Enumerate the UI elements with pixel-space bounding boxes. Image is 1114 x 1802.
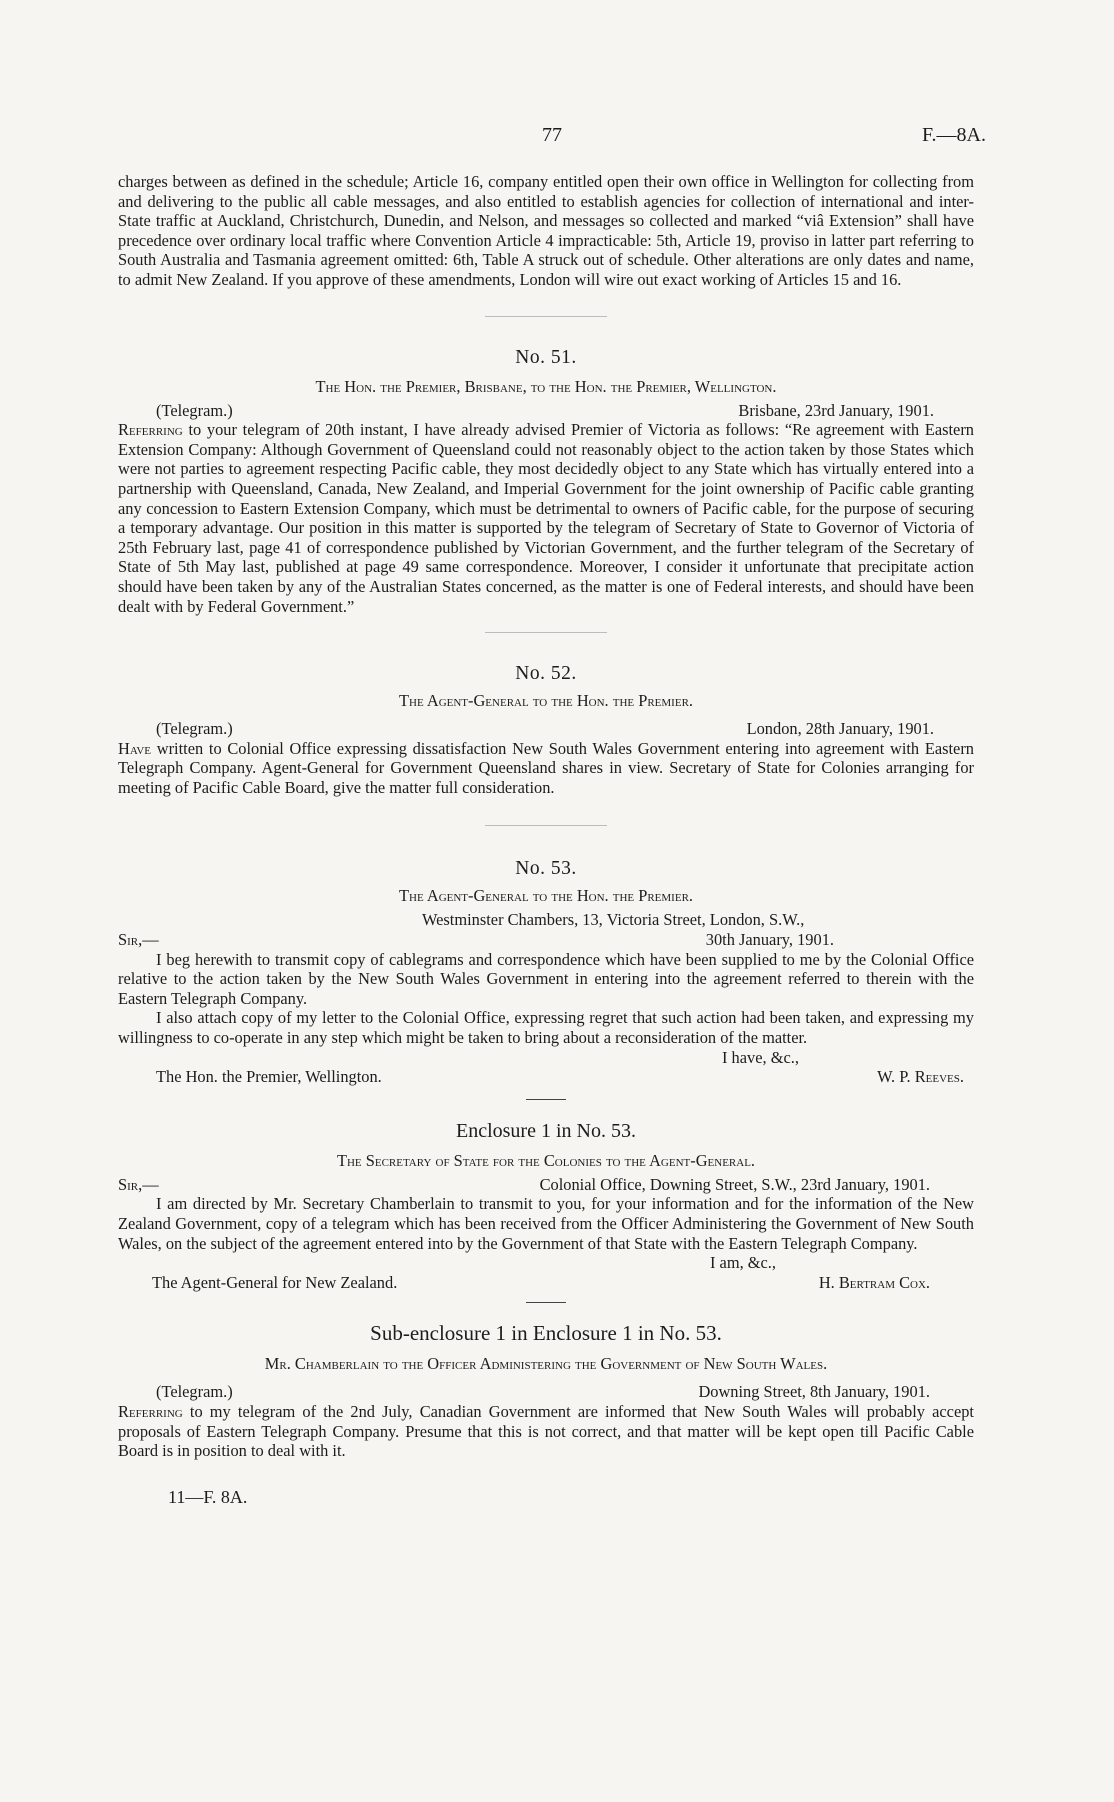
letter-body-52 (118, 739, 974, 798)
telegram-label-51: (Telegram.) (156, 400, 233, 420)
addressee-53: The Hon. the Premier, Wellington. (156, 1067, 382, 1087)
letter-heading-52: No. 52. (515, 663, 577, 685)
paper-reference: F.—8A. (922, 124, 986, 146)
page-header (118, 124, 986, 148)
enclosure-place-date: Colonial Office, Downing Street, S.W., 23rd January, 1901. (539, 1174, 930, 1194)
sub-enclosure-telegram-label: (Telegram.) (156, 1382, 233, 1402)
place-date-52: London, 28th January, 1901. (746, 719, 934, 739)
salutation-53: Sir,— (118, 930, 159, 950)
document-body (118, 172, 974, 1508)
enclosure-closing: I am, &c., (710, 1253, 776, 1273)
enclosure-addressee: The Agent-General for New Zealand. (152, 1272, 398, 1292)
enclosure-salutation: Sir,— (118, 1174, 159, 1194)
letter-heading-53: No. 53. (515, 858, 577, 880)
sender-address-53: Westminster Chambers, 13, Victoria Street, London, S.W., (422, 910, 805, 930)
opening-paragraph: charges between as defined in the schedule; Article 16, company entitled open their own office in Wellington for collecting from and delivering to the public all cable messages, and also entitled to establish agencies for collection of international and inter-State traffic at Auckland, Christchurch, Dunedin, and Nelson, and messages so collected and marked “viâ Extension” shall have precedence over ordinary local traffic where Convention Article 4 impracticable: 5th, Article 19, proviso in latter part referring to South Australia and Tasmania agreement omitted: 6th, Table A struck out of schedule. Other alterations are only dates and name, to admit New Zealand. If you approve of these amendments, London will wire out exact working of Articles 15 and 16. (118, 172, 974, 289)
sub-enclosure-heading: Sub-enclosure 1 in Enclosure 1 in No. 53. (370, 1321, 722, 1346)
sub-enclosure-place-date: Downing Street, 8th January, 1901. (698, 1382, 930, 1402)
letter-para-53-2: I also attach copy of my letter to the Colonial Office, expressing regret that such action had been taken, and expressing my willingness to co-operate in any step which might be taken to bring about a reconsideration of the matter. (118, 1008, 974, 1048)
sub-enclosure-from: Mr. Chamberlain to the Officer Administering the Government of New South Wales. (264, 1354, 828, 1374)
enclosure-from: The Secretary of State for the Colonies to the Agent-General. (336, 1150, 756, 1170)
signature-53: W. P. Reeves. (877, 1067, 964, 1087)
enclosure-signature: H. Bertram Cox. (818, 1272, 930, 1292)
sub-enclosure-text: to my telegram of the 2nd July, Canadian Government are informed that New South Wales will probably accept proposals of Eastern Telegraph Company. Presume that this is not correct, and that matter will be kept open till Pacific Cable Board is in position to deal with it. (118, 1401, 974, 1461)
letter-para-53-1: I beg herewith to transmit copy of cablegrams and correspondence which have been supplied to me by the Colonial Office relative to the action taken by the New South Wales Government in entering into the agreement referred to therein with the Eastern Telegraph Company. (118, 949, 974, 1008)
date-53: 30th January, 1901. (705, 930, 834, 950)
enclosure-body: I am directed by Mr. Secretary Chamberlain to transmit to you, for your information and for the information of the New Zealand Government, copy of a telegram which has been received from the Officer Administering the Government of New South Wales, on the subject of the agreement entered into by the Government of that State with the Eastern Telegraph Company. (118, 1194, 974, 1253)
enclosure-heading: Enclosure 1 in No. 53. (456, 1119, 636, 1142)
letter-from-52: The Agent-General to the Hon. the Premier. (398, 691, 694, 711)
lead-word-51: Referring (118, 420, 183, 440)
sub-enclosure-body (118, 1402, 974, 1461)
lead-word-52: Have (118, 738, 152, 758)
closing-53: I have, &c., (722, 1047, 799, 1067)
letter-text-51: to your telegram of 20th instant, I have already advised Premier of Victoria as follows: “Re agreement with Eastern Extension Company: Although Government of Queensland could not reasonably object to the action taken by those States which were not parties to agreement respecting Pacific cable, they most decidedly object to any State which has virtually entered into a partnership with Queensland, Canada, New Zealand, and Imperial Government for the joint ownership of Pacific cable granting any concession to Eastern Extension Company, which must be detrimental to owners of Pacific cable, for the purpose of securing a temporary advantage. Our position in this matter is supported by the telegram of Secretary of State to Governor of Victoria of 25th February last, page 41 of correspondence published by Victorian Government, and the further telegram of the Secretary of State of 5th May last, published at page 49 same correspondence. Moreover, I consider it unfortunate that precipitate action should have been taken by any of the Australian States concerned, as the matter is one of Federal interests, and should have been dealt with by Federal Government.” (118, 420, 974, 616)
letter-heading-51: No. 51. (515, 346, 577, 368)
letter-text-52: written to Colonial Office expressing dissatisfaction New South Wales Government entering into agreement with Eastern Telegraph Company. Agent-General for Government Queensland shares in view. Secretary of State for Colonies arranging for meeting of Pacific Cable Board, give the matter full consideration. (118, 738, 974, 797)
sub-enclosure-lead-word: Referring (118, 1401, 183, 1421)
telegram-label-52: (Telegram.) (156, 719, 233, 739)
page-number: 77 (542, 124, 562, 146)
letter-from-51: The Hon. the Premier, Brisbane, to the Hon. the Premier, Wellington. (315, 376, 777, 396)
letter-body-51 (118, 420, 974, 616)
letter-from-53: The Agent-General to the Hon. the Premier. (398, 886, 694, 906)
place-date-51: Brisbane, 23rd January, 1901. (738, 400, 934, 420)
page-footer-signature: 11—F. 8A. (168, 1486, 248, 1507)
